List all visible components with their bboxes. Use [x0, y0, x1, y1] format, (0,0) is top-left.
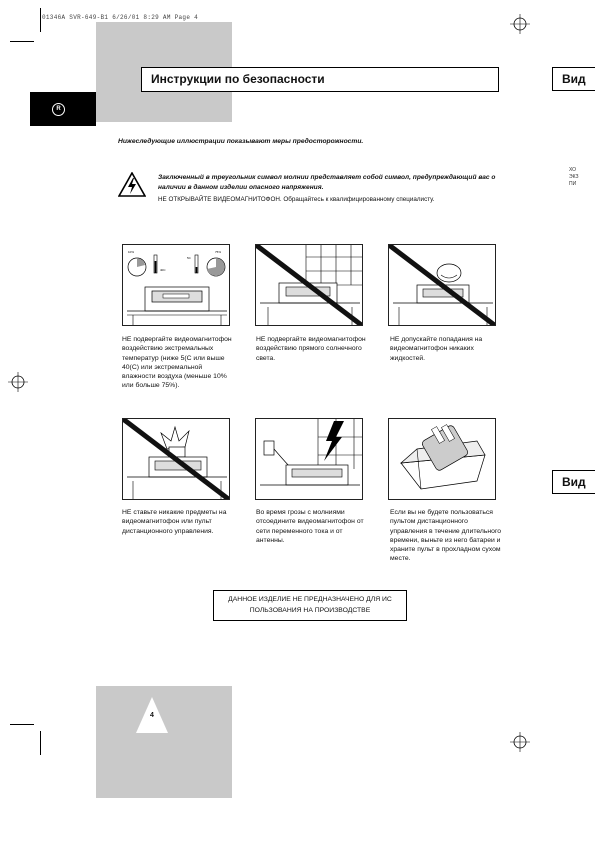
illustration-sunlight [255, 244, 363, 326]
page-title-box [141, 67, 499, 92]
crop-mark [10, 41, 34, 42]
dial-left-label: 10% [128, 250, 135, 254]
illustration-temperature [122, 244, 230, 326]
next-page-tab-top: Вид [552, 67, 595, 91]
illustration-lightning [255, 418, 363, 500]
intro-text: Нижеследующие иллюстрации показывают меры предосторожности. [118, 138, 364, 145]
lightning-warning-icon [118, 172, 146, 197]
gauge-left-label: 40C [160, 268, 166, 272]
caption-sunlight: НЕ подвергайте видеомагнитофон воздействию прямого солнечного света. [256, 336, 366, 362]
page-number: 4 [150, 712, 154, 719]
crop-mark [10, 724, 34, 725]
caption-objects: НЕ ставьте никакие предметы на видеомагнитофон или пульт дистанционного управления. [122, 509, 227, 535]
crop-mark [40, 731, 41, 755]
illustration-objects [122, 418, 230, 500]
warning-italic-text: Заключенный в треугольник символ молнии представляет собой символ, предупреждающий вас о наличии в данном изделии опасного напряжения. [158, 174, 496, 191]
caption-remote: Если вы не будете пользоваться пультом дистанционного управления в течение длительного времени, выньте из него батареи и храните пульт в прохладном сухом месте. [390, 509, 502, 563]
notice-line-1: ДАННОЕ ИЗДЕЛИЕ НЕ ПРЕДНАЗНАЧЕНО ДЛЯ ИС [228, 596, 392, 603]
printer-slug-line: 01346A SVR-649-B1 6/26/01 8:29 AM Page 4 [42, 14, 199, 21]
caption-lightning: Во время грозы с молниями отсоедините видеомагнитофон от сети переменного тока и от антенны. [256, 509, 364, 544]
page-title: Инструкции по безопасности [151, 72, 325, 86]
gauge-right-label: 5C [187, 256, 191, 260]
illustration-remote [388, 418, 496, 500]
registration-mark-icon [8, 372, 28, 392]
illustration-liquids [388, 244, 496, 326]
caption-liquids: НЕ допускайте попадания на видеомагнитофон никаких жидкостей. [390, 336, 483, 362]
notice-line-2: ПОЛЬЗОВАНИЯ НА ПРОИЗВОДСТВЕ [249, 606, 371, 614]
registration-mark-icon [510, 14, 530, 34]
warning-normal-text: НЕ ОТКРЫВАЙТЕ ВИДЕОМАГНИТОФОН. Обращайтесь к квалифицированному специалисту. [158, 196, 435, 203]
side-text-fragment: ХО ЭКЗ ПИ [569, 167, 579, 187]
industrial-use-notice [213, 590, 407, 621]
caption-temperature: НЕ подвергайте видеомагнитофон воздействию экстремальных температур (ниже 5(С или выше 40(С) или экстремальной влажности воздуха (меньше 10% или больше 75%). [122, 336, 232, 390]
dial-right-label: 75% [215, 250, 222, 254]
registration-mark-icon [510, 732, 530, 752]
crop-mark [40, 8, 41, 32]
r-badge-icon: R [52, 103, 65, 116]
next-page-tab-bottom: Вид [552, 470, 595, 494]
